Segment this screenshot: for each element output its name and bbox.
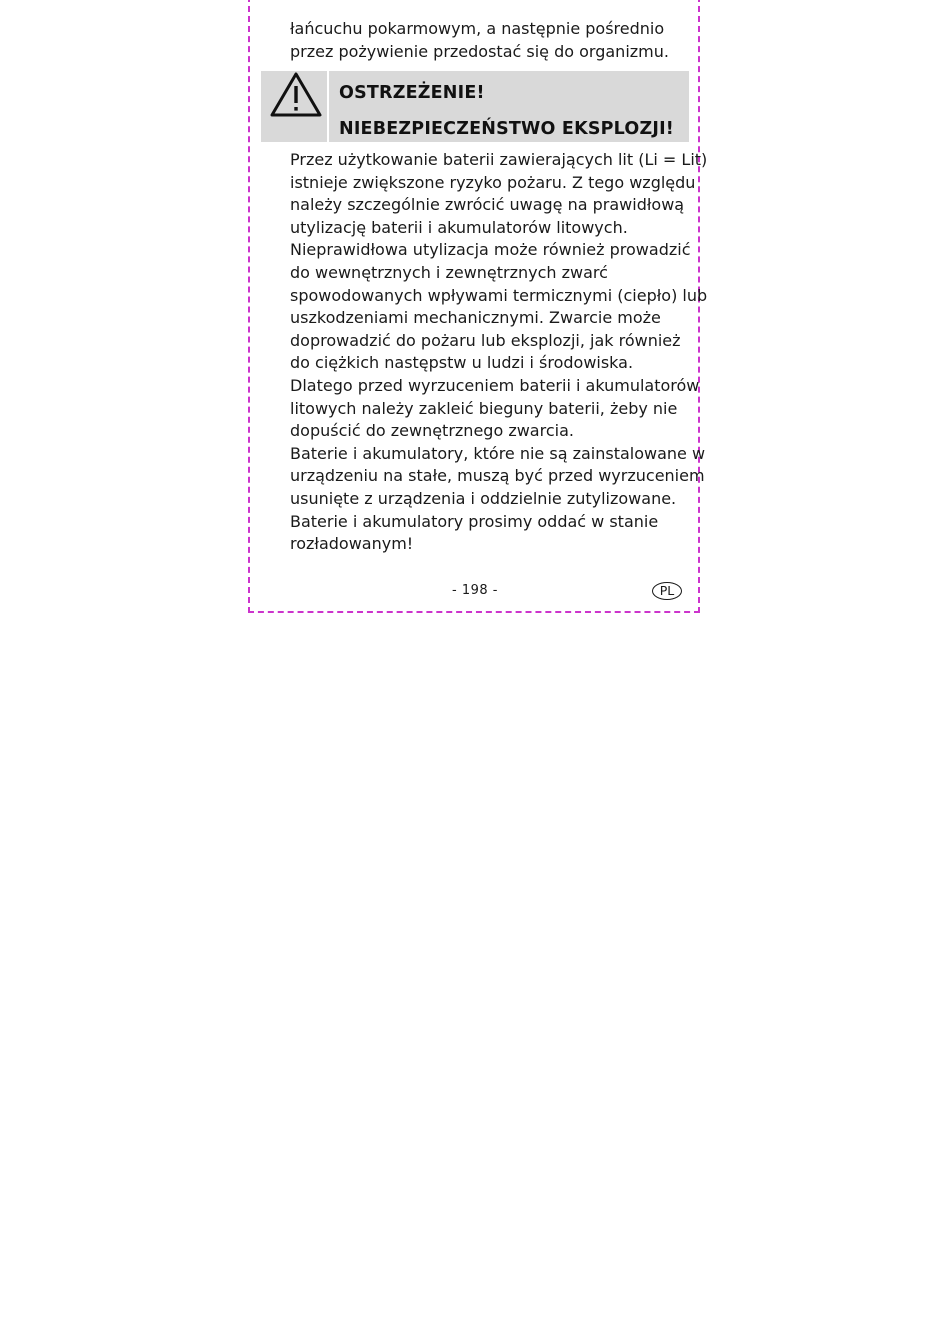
intro-paragraph — [290, 18, 690, 63]
warning-title: OSTRZEŻENIE! — [339, 83, 485, 103]
warning-triangle-icon — [269, 71, 323, 119]
text-line: usunięte z urządzenia i oddzielnie zutylizowane. — [290, 488, 677, 508]
text-line: Baterie i akumulatory prosimy oddać w stanie — [290, 511, 659, 531]
text-line: spowodowanych wpływami termicznymi (ciepło) lub — [290, 285, 708, 305]
text-line: przez pożywienie przedostać się do organizmu. — [290, 41, 669, 61]
text-line: utylizację baterii i akumulatorów litowych. — [290, 217, 628, 237]
text-line: należy szczególnie zwrócić uwagę na prawidłową — [290, 195, 685, 215]
text-line: Przez użytkowanie baterii zawierających lit (Li = Lit) — [290, 150, 708, 169]
text-line: istnieje zwiększone ryzyko pożaru. Z tego względu — [290, 172, 696, 192]
text-line: dopuścić do zewnętrznego zwarcia. — [290, 421, 574, 441]
text-line: litowych należy zakleić bieguny baterii, żeby nie — [290, 398, 678, 418]
page-number: - 198 - — [452, 583, 498, 598]
warning-subtitle: NIEBEZPIECZEŃSTWO EKSPLOZJI! — [339, 119, 674, 139]
text-line: Baterie i akumulatory, które nie są zainstalowane w — [290, 443, 706, 463]
text-line: uszkodzeniami mechanicznymi. Zwarcie może — [290, 308, 661, 328]
language-badge: PL — [652, 582, 682, 600]
text-line: Nieprawidłowa utylizacja może również prowadzić — [290, 240, 691, 260]
text-line: Dlatego przed wyrzuceniem baterii i akumulatorów — [290, 375, 700, 395]
warning-icon-cell — [261, 71, 329, 142]
body-paragraph — [290, 149, 708, 556]
text-line: do ciężkich następstw u ludzi i środowiska. — [290, 353, 634, 373]
text-line: doprowadzić do pożaru lub eksplozji, jak również — [290, 330, 681, 350]
warning-box — [261, 71, 689, 142]
text-line: łańcuchu pokarmowym, a następnie pośrednio — [290, 19, 665, 38]
text-line: do wewnętrznych i zewnętrznych zwarć — [290, 262, 608, 282]
text-line: rozładowanym! — [290, 534, 414, 554]
text-line: urządzeniu na stałe, muszą być przed wyrzuceniem — [290, 466, 705, 486]
